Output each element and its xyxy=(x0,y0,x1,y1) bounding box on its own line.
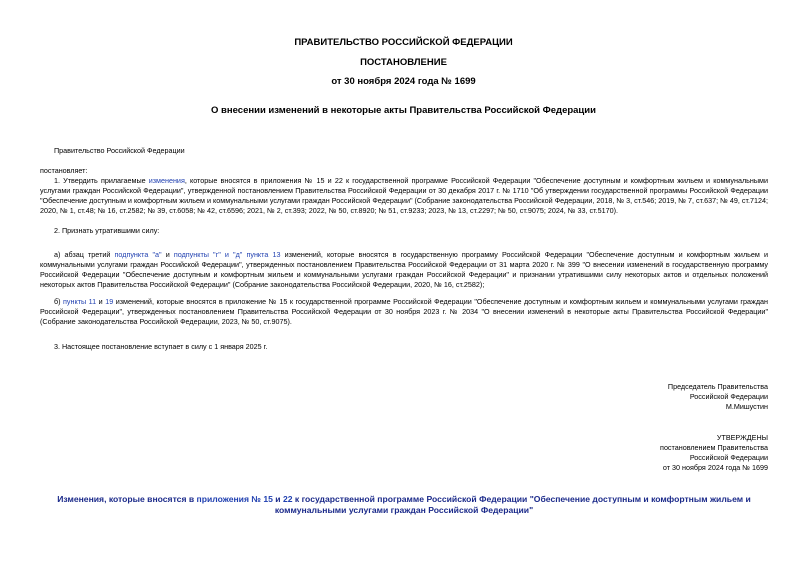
item-19-link[interactable]: 19 xyxy=(105,297,114,306)
item-11-link[interactable]: пункты 11 xyxy=(63,297,97,306)
paragraph-1 xyxy=(40,176,768,216)
approved-line-2: Российской Федерации xyxy=(689,453,768,462)
paragraph-2b-text-c: изменений, которые вносятся в приложение № 15 к государственной программе Российской Федерации "Обеспечение доступным и комфортным жильем и коммунальными услугами граждан Российской Федерации", утвержденных постановлением Правительства Российской Федерации от 30 ноября 2023 г. № 2034 "О внесении изменений в некоторые акты Правительства Российской Федерации" (Собрание законодательства Российской Федерации, 2023, № 50, ст.9075). xyxy=(40,297,769,326)
paragraph-1-text-a: 1. Утвердить прилагаемые xyxy=(54,176,149,185)
paragraph-2a-text-c: изменений, которые вносятся в государственную программу Российской Федерации "Обеспечение доступным и комфортным жильем и коммунальными услугами граждан Российской Федерации", утвержденных постановлением Правительства Российской Федерации от 31 марта 2020 г. № 399 "О внесении изменений в государственную программу Российской Федерации "Обеспечение доступным и комфортным жильем и коммунальными услугами граждан Российской Федерации" и признании утратившими силу некоторых актов и отдельных положений некоторых актов Правительства Российской Федерации" (Собрание законодательства Российской Федерации, 2020, № 16, ст.2582); xyxy=(40,250,768,289)
paragraph-2a xyxy=(40,250,768,290)
government-title: ПРАВИТЕЛЬСТВО РОССИЙСКОЙ ФЕДЕРАЦИИ xyxy=(294,37,513,48)
changes-title-text-a: Изменения, которые вносятся в xyxy=(57,494,197,504)
document-subject: О внесении изменений в некоторые акты Правительства Российской Федерации xyxy=(211,105,596,116)
paragraph-2b-text-b: и xyxy=(96,297,106,306)
paragraph-1-text-b: , которые вносятся в приложения № 15 и 22 к государственной программе Российской Федерации "Обеспечение доступным и комфортным жильем и коммунальными услугами граждан Российской Федерации", утвержденной постановлением Правительства Российской Федерации от 30 декабря 2017 г. № 1710 "Об утверждении государственной программы Российской Федерации "Обеспечение доступным и комфортным жильем и коммунальными услугами граждан Российской Федерации" (Собрание законодательства Российской Федерации, 2018, № 3, ст.546; 2019, № 7, ст.637; № 49, ст.7124; 2020, № 1, ст.48; № 16, ст.2582; № 39, ст.6058; № 42, ст.6596; 2021, № 2, ст.393; 2022, № 50, ст.8920; № 51, ст.9233; 2023, № 13, ст.2297; № 50, ст.9075; 2024, № 33, ст.5170). xyxy=(40,176,768,215)
signature-name: М.Мишустин xyxy=(725,402,768,411)
signature-country: Российской Федерации xyxy=(689,392,768,401)
signature-block xyxy=(468,382,768,412)
changes-title xyxy=(40,494,768,516)
intro-text: Правительство Российской Федерации xyxy=(54,146,185,155)
decides-text: постановляет: xyxy=(40,166,88,175)
appendix-22-link[interactable]: 22 xyxy=(282,494,293,504)
subparagraph-a-link[interactable]: подпункта "а" xyxy=(114,250,162,259)
paragraph-2a-text-b: и xyxy=(161,250,174,259)
changes-title-text-b: и xyxy=(272,494,283,504)
changes-title-text-c: к государственной программе Российской Федерации "Обеспечение доступным и комфортным жильем и коммунальными услугами граждан Российской Федерации" xyxy=(274,494,751,515)
approved-line-1: постановлением Правительства xyxy=(660,443,768,452)
approved-title: УТВЕРЖДЕНЫ xyxy=(716,433,768,442)
subparagraphs-g-d-link[interactable]: подпункты "г" и "д" пункта 13 xyxy=(173,250,281,259)
paragraph-2: 2. Признать утратившими силу: xyxy=(54,226,160,235)
paragraph-2b-text-a: б) xyxy=(54,297,64,306)
paragraph-3: 3. Настоящее постановление вступает в силу с 1 января 2025 г. xyxy=(54,342,268,351)
appendix-15-link[interactable]: приложения № 15 xyxy=(196,494,273,504)
approved-block xyxy=(468,433,768,473)
paragraph-2b xyxy=(40,297,768,327)
document-date-number: от 30 ноября 2024 года № 1699 xyxy=(331,76,476,87)
changes-link[interactable]: изменения xyxy=(148,176,185,185)
paragraph-2a-text-a: а) абзац третий xyxy=(54,250,115,259)
approved-line-3: от 30 ноября 2024 года № 1699 xyxy=(662,463,768,472)
signature-position: Председатель Правительства xyxy=(667,382,768,391)
document-type: ПОСТАНОВЛЕНИЕ xyxy=(360,57,447,68)
